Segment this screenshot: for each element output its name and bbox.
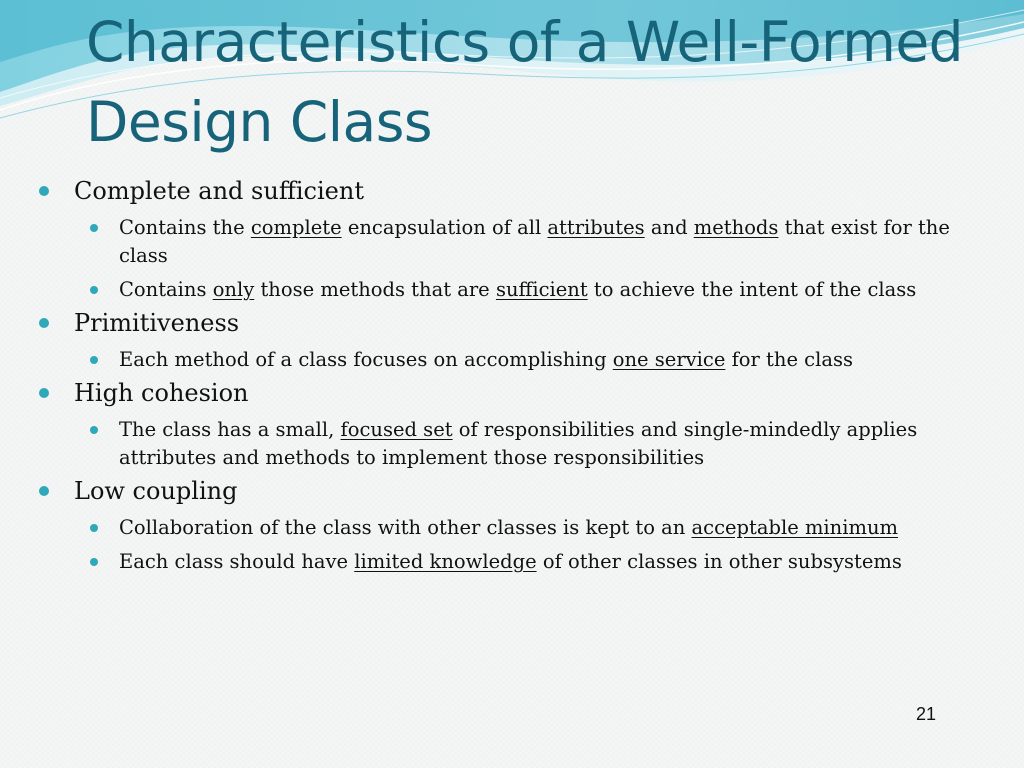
sub-bullet-icon xyxy=(90,356,98,364)
bullet-item xyxy=(38,306,998,340)
sub-bullet-icon xyxy=(90,286,98,294)
sub-bullet-list xyxy=(38,214,998,304)
sub-bullet-item xyxy=(38,416,998,472)
text-run: for the class xyxy=(725,348,853,371)
text-run: of responsibilities and single-mindedly applies attributes and methods to implement those responsibilities xyxy=(119,418,918,469)
sub-bullet-icon xyxy=(90,224,98,232)
emphasis-text: one service xyxy=(612,348,726,371)
bullet-label: Low coupling xyxy=(74,477,238,505)
text-run: Contains the xyxy=(119,216,251,239)
text-run: The class has a small, xyxy=(119,418,341,441)
slide-title: Characteristics of a Well-Formed Design Class xyxy=(86,10,964,154)
sub-bullet-item xyxy=(38,514,998,542)
emphasis-text: focused set xyxy=(340,418,453,441)
sub-bullet-item xyxy=(38,214,998,270)
sub-bullet-item xyxy=(38,276,998,304)
bullet-icon xyxy=(39,486,49,496)
bullet-label: Complete and sufficient xyxy=(74,177,364,205)
text-run: that exist for the class xyxy=(119,216,950,267)
emphasis-text: limited knowledge xyxy=(354,550,537,573)
text-run: of other classes in other subsystems xyxy=(536,550,902,573)
bullet-label: Primitiveness xyxy=(74,309,240,337)
bullet-icon xyxy=(39,318,49,328)
emphasis-text: methods xyxy=(693,216,779,239)
emphasis-text: acceptable minimum xyxy=(691,516,899,539)
emphasis-text: sufficient xyxy=(495,278,588,301)
text-run: to achieve the intent of the class xyxy=(587,278,917,301)
sub-bullet-list xyxy=(38,416,998,472)
slide-number: 21 xyxy=(915,704,936,724)
sub-bullet-list xyxy=(38,346,998,374)
sub-bullet-icon xyxy=(90,426,98,434)
bullet-label: High cohesion xyxy=(74,379,249,407)
text-run: Contains xyxy=(119,278,213,301)
bullet-icon xyxy=(39,186,49,196)
sub-bullet-item xyxy=(38,548,998,576)
emphasis-text: complete xyxy=(250,216,342,239)
text-run: Collaboration of the class with other classes is kept to an xyxy=(119,516,692,539)
emphasis-text: attributes xyxy=(547,216,645,239)
bullet-item xyxy=(38,376,998,410)
text-run: Each class should have xyxy=(119,550,355,573)
emphasis-text: only xyxy=(212,278,255,301)
sub-bullet-item xyxy=(38,346,998,374)
bullet-item xyxy=(38,174,998,208)
bullet-item xyxy=(38,474,998,508)
bullet-icon xyxy=(39,388,49,398)
text-run: and xyxy=(644,216,694,239)
sub-bullet-list xyxy=(38,514,998,576)
sub-bullet-icon xyxy=(90,558,98,566)
text-run: Each method of a class focuses on accomplishing xyxy=(119,348,613,371)
text-run: encapsulation of all xyxy=(341,216,548,239)
text-run: those methods that are xyxy=(254,278,496,301)
sub-bullet-icon xyxy=(90,524,98,532)
bullet-list xyxy=(38,172,998,576)
